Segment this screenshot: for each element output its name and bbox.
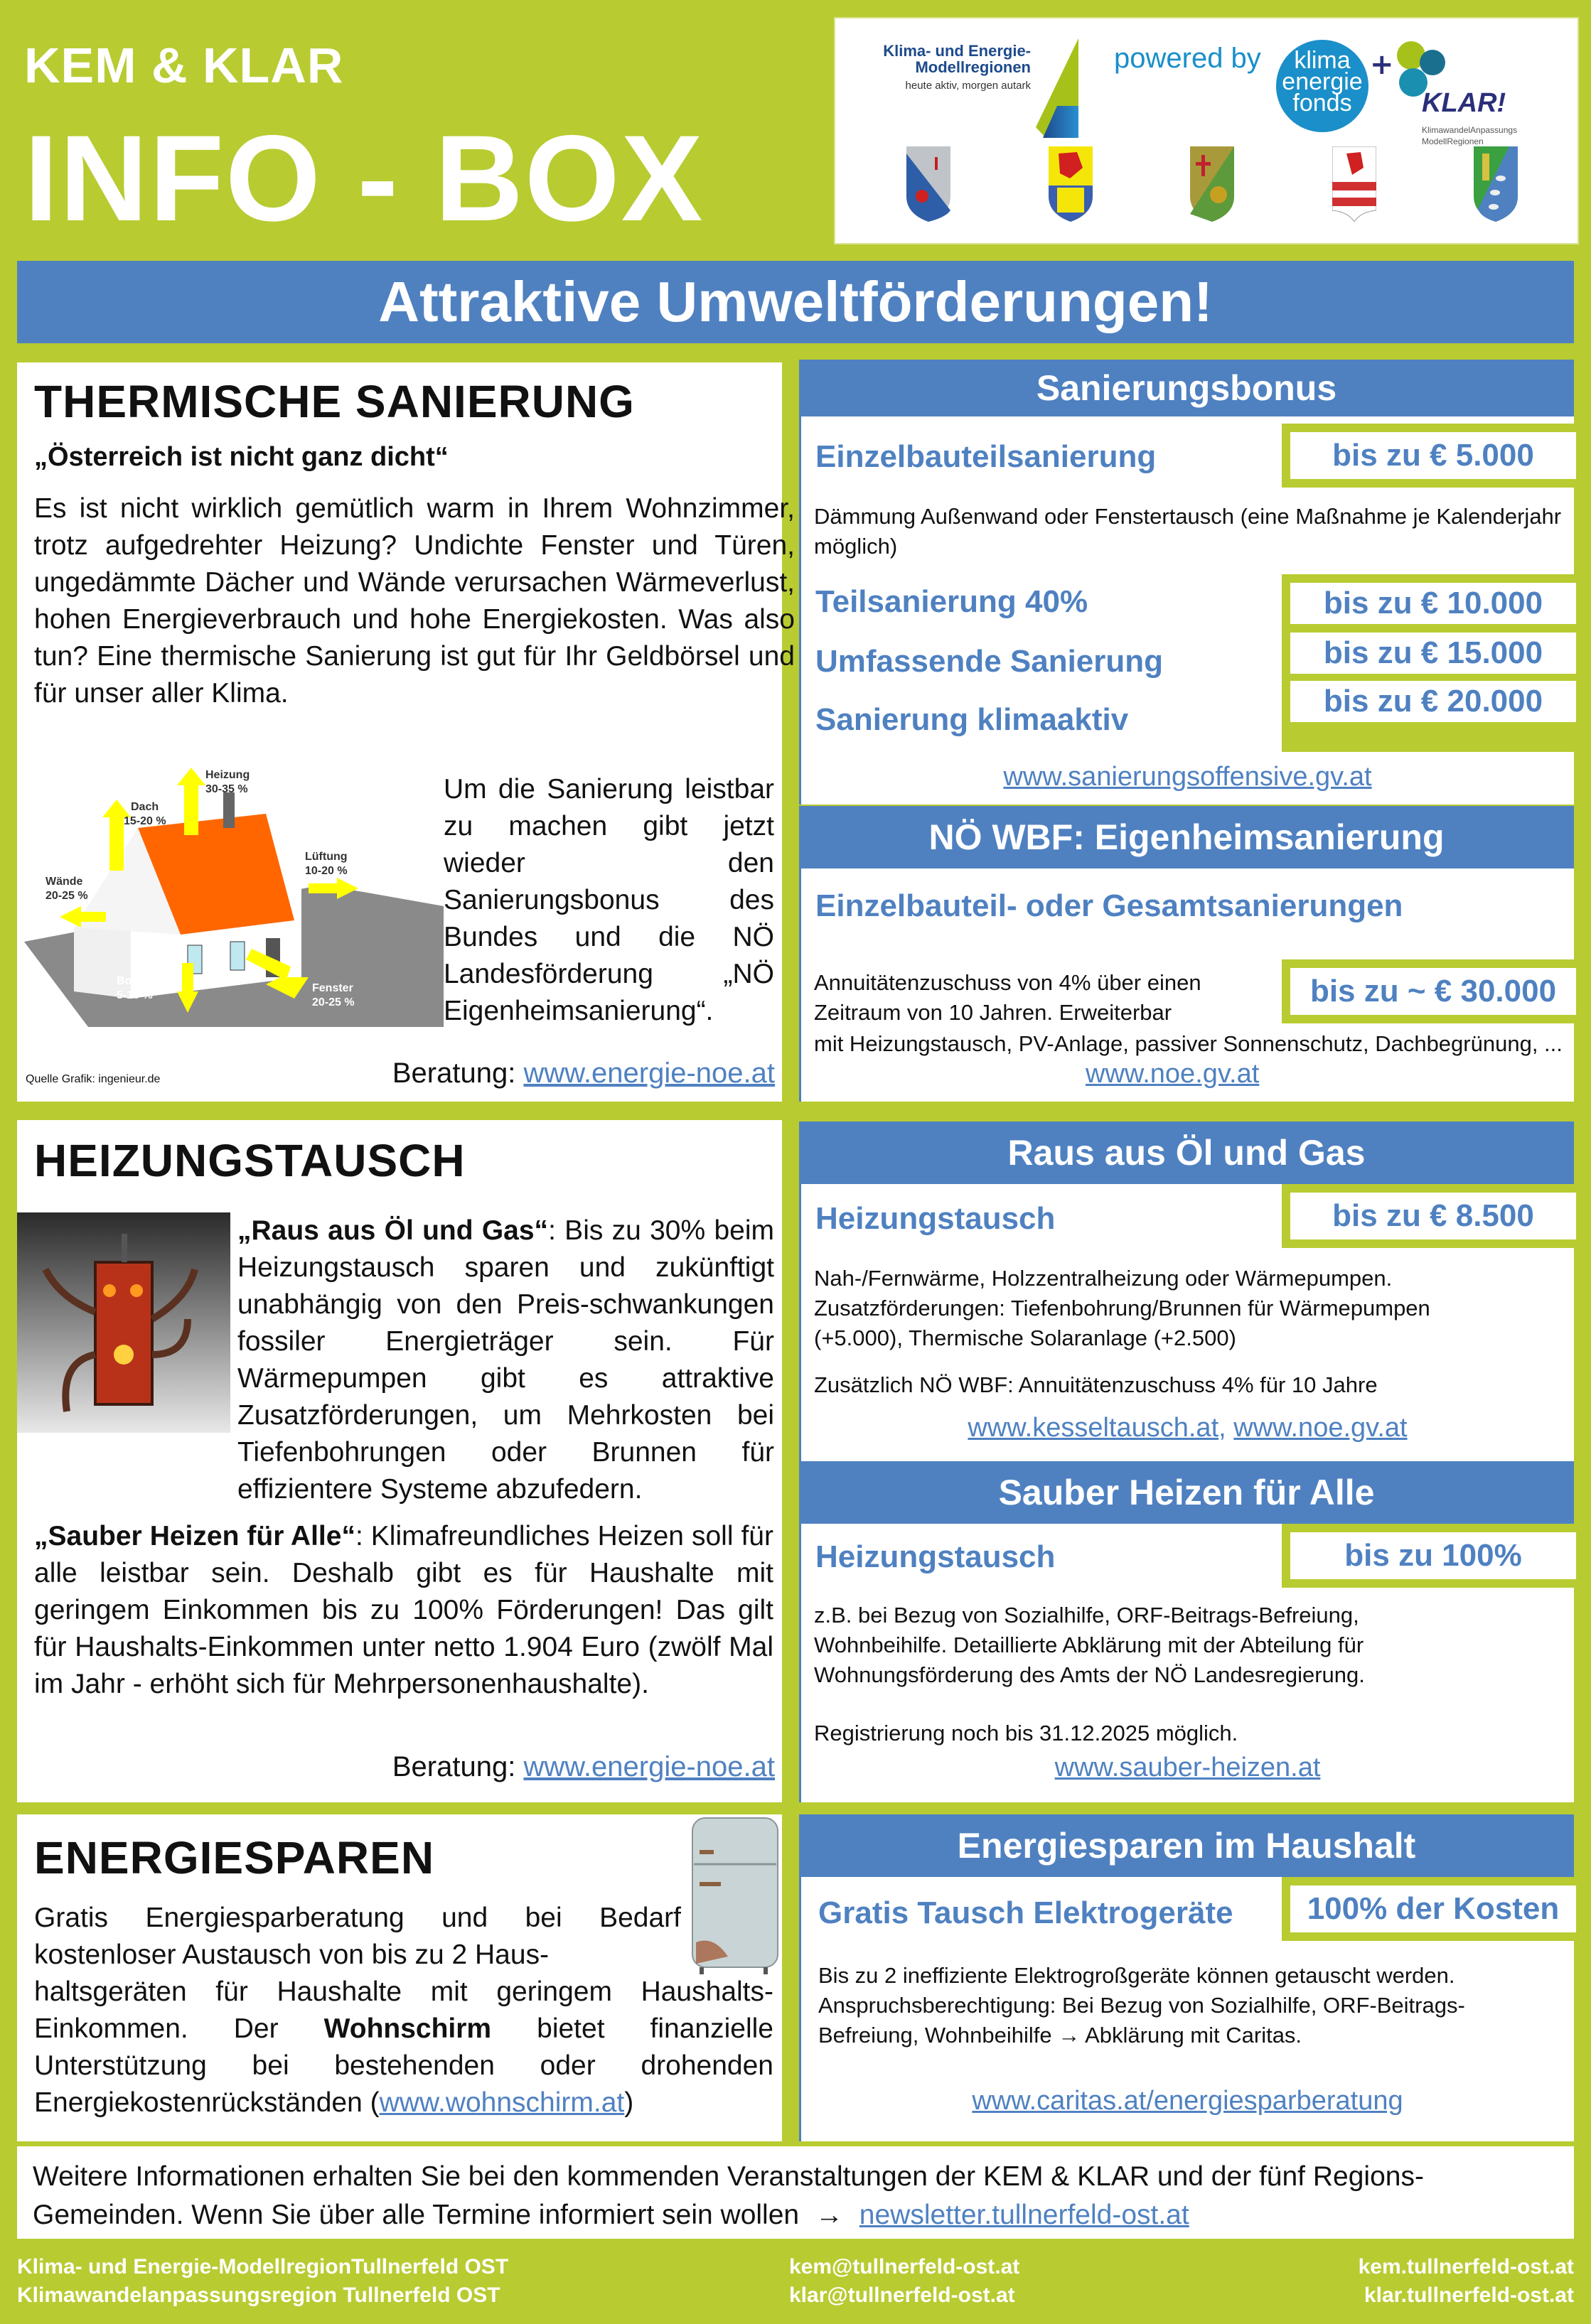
sauber-text: z.B. bei Bezug von Sozialhilfe, ORF-Beitrags-Befreiung, Wohnbeihilfe. Detaillierte Abklärung mit der Abteilung für Wohnungsförderung des Amts der NÖ Landesregierung. <box>814 1603 1365 1687</box>
old-boiler-image <box>17 1212 230 1433</box>
svg-text:20-25 %: 20-25 % <box>45 890 88 902</box>
klar-email-link[interactable]: klar@tullnerfeld-ost.at <box>789 2283 1015 2307</box>
sauber-amount: bis zu 100% <box>1282 1524 1576 1588</box>
svg-text:Dach: Dach <box>131 801 159 813</box>
oel-amount: bis zu € 8.500 <box>1282 1184 1576 1248</box>
oel-text: Nah-/Fernwärme, Holzzentralheizung oder Wärmepumpen. Zusatzförderungen: Tiefenbohrung/Brunnen für Wärmepumpen (+5.000), Thermische Solaranlage (+2.500) <box>814 1266 1430 1350</box>
oel-text-2: Zusätzlich NÖ WBF: Annuitätenzuschuss 4% für 10 Jahre <box>814 1372 1378 1397</box>
graphic-source: Quelle Grafik: ingenieur.de <box>26 1073 161 1085</box>
section-body: Es ist nicht wirklich gemütlich warm in Ihrem Wohnzimmer, trotz aufgedrehter Heizung? Undichte Fenster und Türen, ungedämmte Dächer und Wände verursachen Wärmeverlust, hohen Energieverbrauch und hohe Energiekosten. Was also tun? Eine thermische Sanierung ist gut für Ihr Geldbörsel und für unser aller Klima. <box>34 493 795 709</box>
sanierungsoffensive-link[interactable]: www.sanierungsoffensive.gv.at <box>1003 762 1372 792</box>
bonus-label: Umfassende Sanierung <box>815 644 1164 679</box>
bonus-label: Teilsanierung 40% <box>815 584 1088 619</box>
svg-text:Heizung: Heizung <box>205 769 250 781</box>
box-header: Energiesparen im Haushalt <box>799 1814 1574 1877</box>
sauber-heizen-panel <box>799 1461 1574 1802</box>
logo-panel <box>834 17 1579 244</box>
haushalt-panel <box>799 1814 1574 2141</box>
kem-logo-icon <box>1036 38 1114 138</box>
svg-text:10-20 %: 10-20 % <box>305 865 348 877</box>
bonus-amount: bis zu € 5.000 <box>1282 424 1576 488</box>
footer-emails <box>789 2253 1019 2310</box>
section-body-2: Um die Sanierung leistbar zu machen gibt jetzt wieder den Sanierungsbonus des Bundes und die NÖ Landesförderung „NÖ Eigenheimsanierung“. <box>444 774 774 1026</box>
section-title: ENERGIESPAREN <box>34 1832 435 1883</box>
svg-text:Wände: Wände <box>45 876 83 888</box>
raus-aus-oel-panel <box>799 1121 1574 1461</box>
thermische-sanierung-panel <box>17 362 795 1102</box>
svg-text:20-25 %: 20-25 % <box>312 996 355 1008</box>
kicker-title: KEM & KLAR <box>24 38 344 93</box>
kem-website-link[interactable]: kem.tullnerfeld-ost.at <box>1358 2255 1574 2279</box>
wbf-label: Einzelbauteil- oder Gesamtsanierungen <box>815 888 1403 923</box>
section-title: HEIZUNGSTAUSCH <box>34 1135 466 1186</box>
bonus-amount: bis zu € 20.000 <box>1290 681 1576 722</box>
old-fridge-image <box>685 1814 782 1978</box>
municipality-crests <box>906 146 1518 232</box>
klar-logo-text: KLAR! <box>1422 88 1506 118</box>
energiesparen-text-a: Gratis Energiesparberatung und bei Bedarf kostenloser Austausch von bis zu 2 Haus- <box>34 1903 681 1970</box>
svg-text:Boden: Boden <box>117 975 152 987</box>
svg-text:Lüftung: Lüftung <box>305 851 348 863</box>
sauber-text-2: Registrierung noch bis 31.12.2025 möglich. <box>814 1721 1238 1745</box>
wbf-text-b: mit Heizungstausch, PV-Anlage, passiver Sonnenschutz, Dachbegrünung, ... <box>814 1031 1563 1056</box>
kem-logo-tagline: heute aktiv, morgen autark <box>905 80 1031 92</box>
footer-organizations: Klima- und Energie-ModellregionTullnerfeld OST Klimawandelanpassungsregion Tullnerfeld OST <box>17 2255 509 2307</box>
beratung-line: Beratung: www.energie-noe.at <box>392 1751 775 1782</box>
energiesparen-panel <box>17 1814 782 2141</box>
house-heat-loss-graphic <box>24 764 444 1027</box>
heizung-paragraph-1-top: „Raus aus Öl und Gas“: Bis zu 30% beim Heizungstausch sparen und zukünftigt unabhängig von den Preis-schwankungen fossiler Energieträger sein. Für Wärmepumpen gibt es attraktive Zusatzförderungen, um Mehrkosten bei Tiefenbohrungen oder Brunnen für effizientere Systeme abzufedern. <box>237 1215 774 1505</box>
box-header: Sanierungsbonus <box>799 360 1574 416</box>
wohnschirm-link[interactable]: www.wohnschirm.at <box>379 2087 625 2118</box>
klar-website-link[interactable]: klar.tullnerfeld-ost.at <box>1364 2283 1574 2307</box>
heizungstausch-panel <box>17 1120 782 1802</box>
haushalt-text: Bis zu 2 ineffiziente Elektrogroßgeräte können getauscht werden. Anspruchsberechtigung: Bei Bezug von Sozialhilfe, ORF-Beitrags-Befreiung, Wohnbeihilfe → Abklärung mit Caritas. <box>818 1963 1465 2048</box>
sanierungsbonus-panel <box>799 360 1574 805</box>
crest-icon <box>1332 146 1376 222</box>
crest-icon <box>1474 146 1518 222</box>
crest-icon <box>1049 146 1093 222</box>
more-info-box: Weitere Informationen erhalten Sie bei den kommenden Veranstaltungen der KEM & KLAR und der fünf Regions-Gemeinden. Wenn Sie über alle Termine informiert sein wollen → newsletter.tullnerfeld-ost.at <box>17 2146 1574 2239</box>
bonus-amount: bis zu € 15.000 <box>1290 633 1576 674</box>
box-header: NÖ WBF: Eigenheimsanierung <box>799 806 1574 868</box>
powered-by-text: powered by <box>1114 43 1261 74</box>
oel-label: Heizungstausch <box>815 1201 1056 1236</box>
wbf-text-a: Annuitätenzuschuss von 4% über einen Zeitraum von 10 Jahren. Erweiterbar <box>814 970 1201 1025</box>
sauber-label: Heizungstausch <box>815 1539 1056 1574</box>
energiesparen-text-b: haltsgeräten für Haushalte mit geringem Haushalts-Einkommen. Der Wohnschirm bietet finanzielle Unterstützung bei bestehenden oder drohenden Energiekostenrückständen (www.wohnschirm.at) <box>34 1976 773 2118</box>
svg-text:5-10 %: 5-10 % <box>117 989 153 1001</box>
heizung-paragraph-2: „Sauber Heizen für Alle“: Klimafreundliches Heizen soll für alle leistbar sein. Deshalb gibt es für Haushalte mit geringem Einkommen bis zu 100% Förderungen! Das gilt für Haushalts-Einkommen unter netto 1.904 Euro (zwölf Mal im Jahr - erhöht sich für Mehrpersonenhaushalte). <box>34 1521 773 1699</box>
oel-links: www.kesseltausch.at, www.noe.gv.at <box>968 1413 1408 1443</box>
energie-noe-link[interactable]: www.energie-noe.at <box>523 1058 775 1089</box>
noe-wbf-panel <box>799 806 1574 1102</box>
bonus-label: Sanierung klimaaktiv <box>815 702 1129 737</box>
crest-icon <box>906 146 950 222</box>
box-header: Sauber Heizen für Alle <box>799 1461 1574 1524</box>
bonus-amount: bis zu € 10.000 <box>1290 583 1576 624</box>
crest-icon <box>1190 146 1234 222</box>
beratung-line: Beratung: www.energie-noe.at <box>392 1058 775 1089</box>
newsletter-link[interactable]: newsletter.tullnerfeld-ost.at <box>859 2200 1189 2230</box>
box-header: Raus aus Öl und Gas <box>799 1121 1574 1184</box>
main-title: INFO - BOX <box>24 110 705 247</box>
svg-text:15-20 %: 15-20 % <box>124 815 166 827</box>
plus-sign: + <box>1370 48 1394 81</box>
arrow-right-icon: → <box>815 2200 843 2230</box>
caritas-link[interactable]: www.caritas.at/energiesparberatung <box>972 2086 1403 2116</box>
noe-gv-link[interactable]: www.noe.gv.at <box>1233 1413 1408 1443</box>
bonus-note: Dämmung Außenwand oder Fenstertausch (eine Maßnahme je Kalenderjahr möglich) <box>814 504 1562 559</box>
sauber-heizen-link[interactable]: www.sauber-heizen.at <box>1054 1753 1321 1782</box>
noe-gv-link[interactable]: www.noe.gv.at <box>1086 1059 1260 1089</box>
kesseltausch-link[interactable]: www.kesseltausch.at <box>968 1413 1219 1443</box>
section-title: THERMISCHE SANIERUNG <box>34 376 635 427</box>
footer-websites <box>1359 2253 1574 2310</box>
wbf-amount: bis zu ~ € 30.000 <box>1282 959 1576 1023</box>
haushalt-amount: 100% der Kosten <box>1282 1877 1576 1941</box>
svg-text:30-35 %: 30-35 % <box>205 783 248 795</box>
kem-email-link[interactable]: kem@tullnerfeld-ost.at <box>789 2255 1020 2279</box>
svg-text:Fenster: Fenster <box>312 982 353 994</box>
section-subtitle: „Österreich ist nicht ganz dicht“ <box>34 442 449 472</box>
haushalt-label: Gratis Tausch Elektrogeräte <box>818 1895 1233 1930</box>
energie-noe-link[interactable]: www.energie-noe.at <box>523 1751 775 1782</box>
bonus-label: Einzelbauteilsanierung <box>815 439 1157 474</box>
kem-logo-text: Klima- und Energie- Modellregionen <box>883 42 1031 77</box>
page-banner: Attraktive Umweltförderungen! <box>17 261 1574 343</box>
klima-energie-fonds-logo: klima energie fonds <box>1276 40 1368 132</box>
klar-logo-subtitle: KlimawandelAnpassungs ModellRegionen <box>1422 125 1518 146</box>
